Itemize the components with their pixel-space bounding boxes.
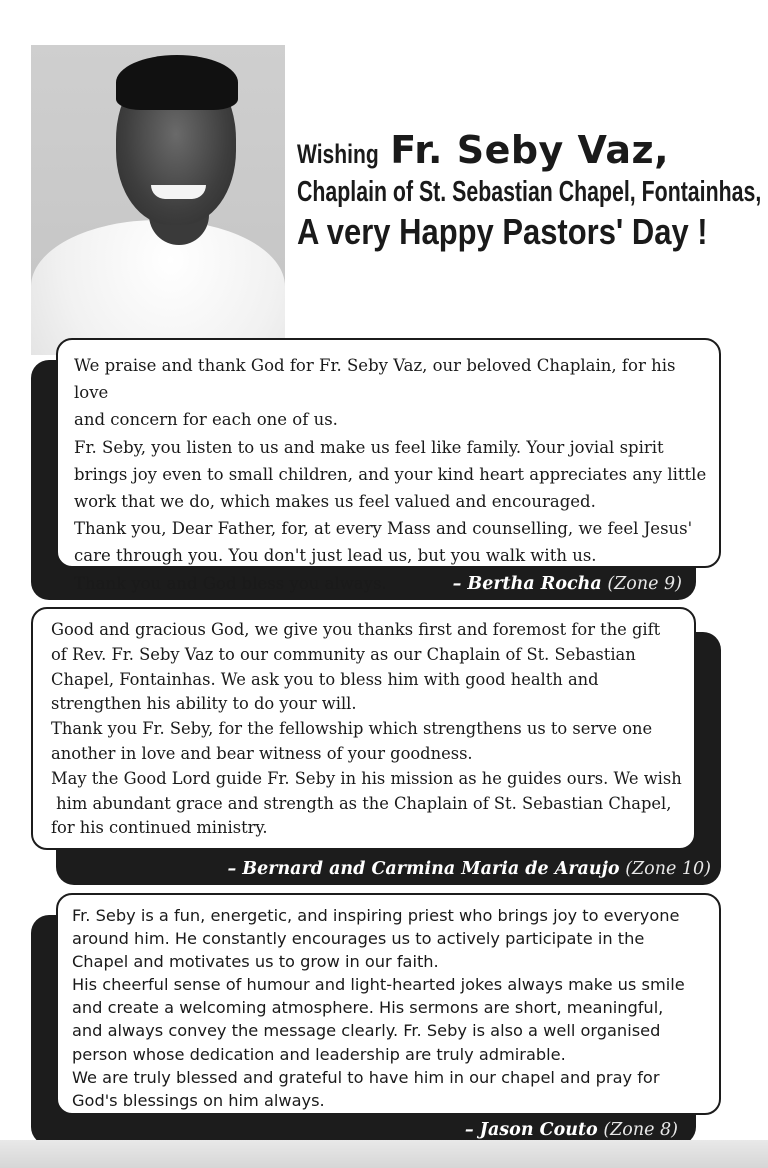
message-line: Thank you Fr. Seby, for the fellowship which strengthens us to serve one (51, 719, 653, 739)
priest-photo (31, 45, 285, 355)
message-line: God's blessings on him always. (72, 1090, 325, 1110)
message-line: strengthen his ability to do your will. (51, 694, 357, 714)
greeting-heading (297, 128, 762, 253)
message-line: care through you. You don't just lead us, but you walk with us. (74, 546, 597, 566)
message-line: and always convey the message clearly. Fr. Seby is also a well organised (72, 1021, 661, 1041)
message-line: Good and gracious God, we give you thanks first and foremost for the gift (51, 620, 661, 639)
heading-wishing: Wishing (297, 139, 379, 169)
message-line: Chapel, Fontainhas. We ask you to bless him with good health and (51, 669, 599, 689)
message-1-zone: (Zone 9) (607, 574, 682, 594)
message-line: Thank you and God bless you always. (74, 573, 387, 593)
message-line: around him. He constantly encourages us to actively participate in the (72, 929, 645, 949)
message-2-zone: (Zone 10) (625, 859, 711, 879)
message-line: for his continued ministry. (51, 818, 268, 838)
message-line: Thank you, Dear Father, for, at every Mass and counselling, we feel Jesus' (74, 519, 693, 539)
heading-name: Fr. Seby Vaz, (390, 128, 670, 172)
message-2-box (31, 607, 696, 850)
message-line: and concern for each one of us. (74, 410, 338, 430)
message-line: Fr. Seby is a fun, energetic, and inspiring priest who brings joy to everyone (72, 906, 680, 925)
message-2-author: – Bernard and Carmina Maria de Araujo (227, 859, 620, 879)
message-line: Fr. Seby, you listen to us and make us feel like family. Your jovial spirit (74, 437, 664, 457)
message-line: him abundant grace and strength as the Chaplain of St. Sebastian Chapel, (51, 793, 672, 813)
message-line: We praise and thank God for Fr. Seby Vaz, our beloved Chaplain, for his love (74, 356, 676, 403)
heading-line-1 (297, 128, 757, 172)
message-line: We are truly blessed and grateful to have him in our chapel and pray for (72, 1067, 660, 1087)
message-line: of Rev. Fr. Seby Vaz to our community as our Chaplain of St. Sebastian (51, 644, 636, 664)
message-3-author: – Jason Couto (464, 1120, 598, 1140)
message-line: another in love and bear witness of your goodness. (51, 743, 473, 763)
photo-hair (116, 55, 238, 110)
message-line: Chapel and motivates us to grow in our faith. (72, 952, 439, 972)
bottom-background-strip (0, 1140, 768, 1168)
message-line: work that we do, which makes us feel valued and encouraged. (74, 492, 596, 512)
message-2-signature (227, 859, 711, 879)
message-3-box (56, 893, 721, 1115)
message-line: brings joy even to small children, and your kind heart appreciates any little (74, 464, 707, 484)
photo-smile (151, 185, 206, 199)
message-3-zone: (Zone 8) (603, 1120, 678, 1140)
message-line: person whose dedication and leadership are truly admirable. (72, 1044, 566, 1064)
message-line: His cheerful sense of humour and light-hearted jokes always make us smile (72, 975, 685, 995)
heading-chaplain-line: Chaplain of St. Sebastian Chapel, Fontainhas, (297, 176, 762, 208)
message-3-signature (465, 1120, 678, 1140)
message-line: May the Good Lord guide Fr. Seby in his mission as he guides ours. We wish (51, 768, 682, 788)
photo-shirt (31, 220, 285, 355)
message-1-author: – Bertha Rocha (452, 574, 602, 594)
heading-pastors-day: A very Happy Pastors' Day ! (297, 211, 708, 252)
message-line: and create a welcoming atmosphere. His sermons are short, meaningful, (72, 998, 664, 1018)
message-1-signature (453, 574, 682, 594)
